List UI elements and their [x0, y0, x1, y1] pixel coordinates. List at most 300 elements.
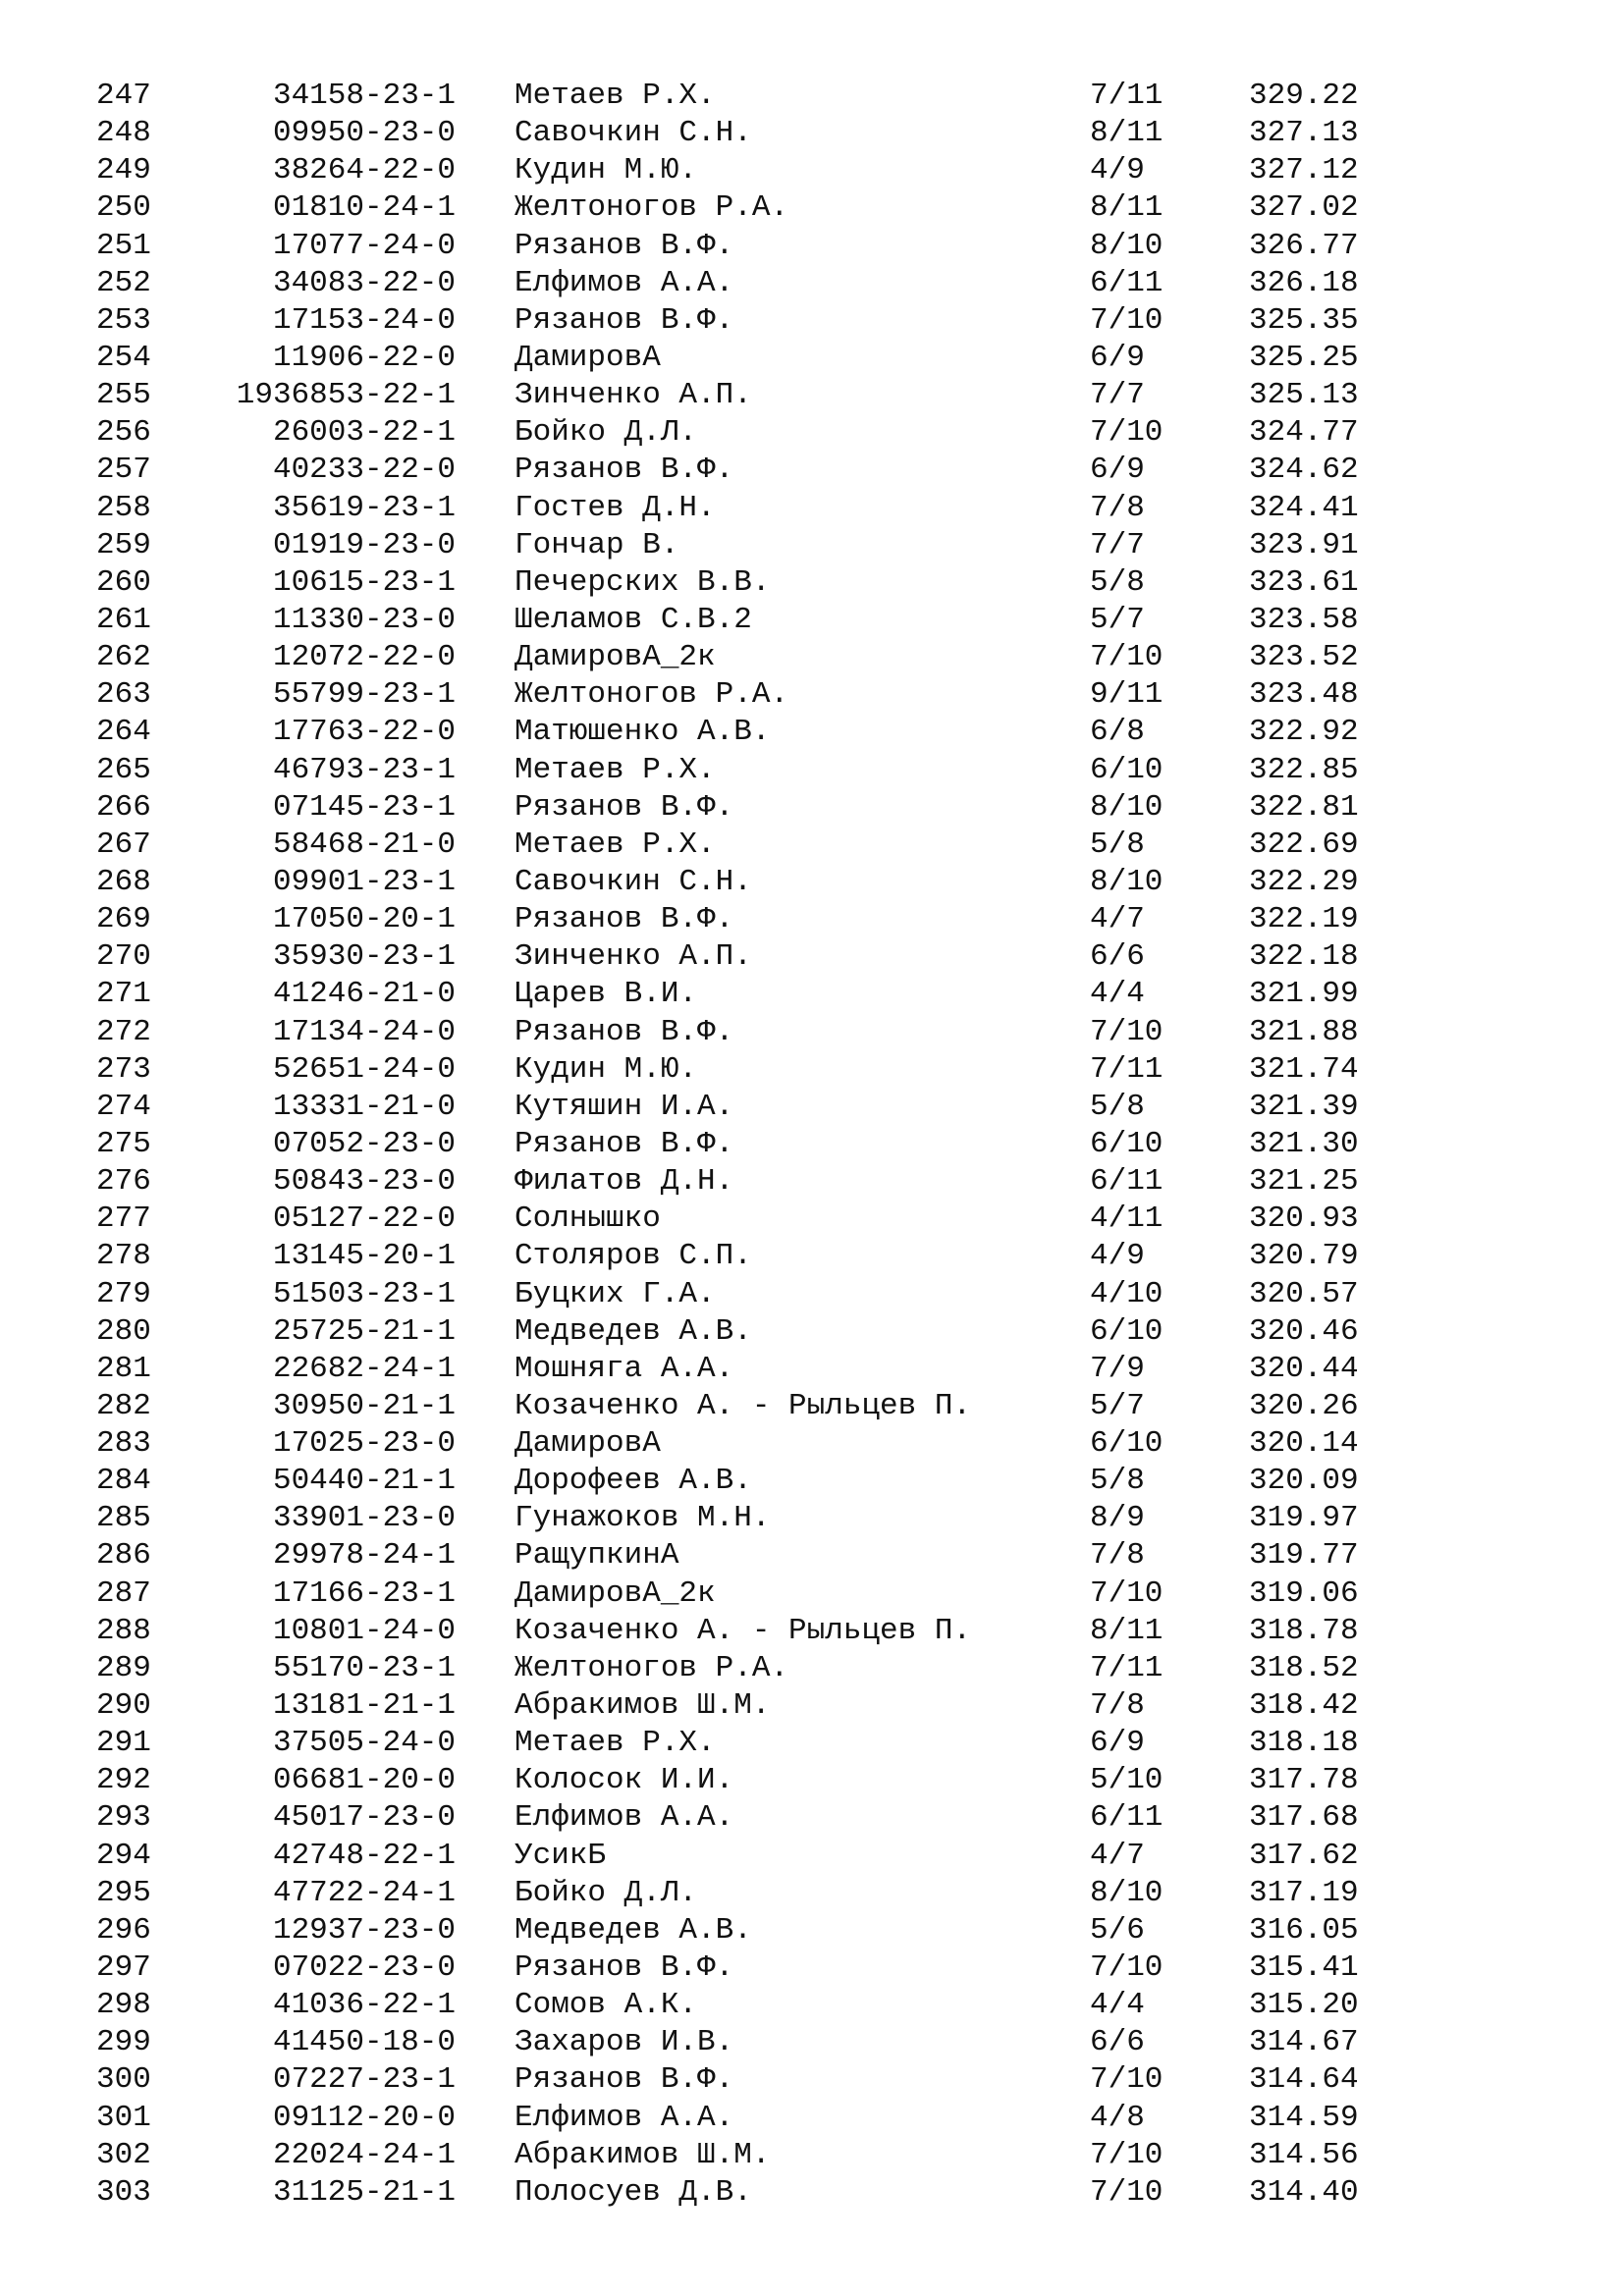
ratio-value: 5/8	[1090, 564, 1145, 600]
list-item	[0, 639, 1624, 676]
list-item	[0, 1949, 1624, 1987]
list-item	[0, 1500, 1624, 1537]
entry-code: 34158-23-1	[272, 79, 456, 113]
ratio-value: 5/8	[1090, 1089, 1145, 1124]
ratio-value: 6/6	[1090, 939, 1145, 975]
owner-name: Колосок И.И.	[514, 1763, 734, 1798]
score-value: 327.02	[1249, 190, 1359, 226]
list-item	[0, 1613, 1624, 1650]
owner-name: Зинченко А.П.	[514, 378, 752, 413]
list-item	[0, 676, 1624, 714]
ratio-value: 8/10	[1090, 228, 1164, 263]
entry-code: 29978-24-1	[272, 1538, 456, 1574]
entry-code: 13331-21-0	[272, 1089, 456, 1124]
score-value: 320.79	[1249, 1239, 1359, 1274]
score-value: 326.18	[1249, 265, 1359, 300]
rank-number: 273	[96, 1051, 151, 1087]
list-item	[0, 340, 1624, 377]
entry-code: 13145-20-1	[272, 1239, 456, 1274]
score-value: 324.41	[1249, 490, 1359, 525]
score-value: 327.13	[1249, 116, 1359, 151]
rank-number: 248	[96, 116, 151, 151]
owner-name: Кутяшин И.А.	[514, 1089, 734, 1124]
ratio-value: 6/9	[1090, 340, 1145, 375]
entry-code: 17077-24-0	[272, 228, 456, 263]
score-value: 322.85	[1249, 752, 1359, 787]
list-item	[0, 115, 1624, 152]
ratio-value: 7/10	[1090, 302, 1164, 338]
ratio-value: 4/9	[1090, 1239, 1145, 1274]
score-value: 316.05	[1249, 1912, 1359, 1948]
score-value: 319.06	[1249, 1575, 1359, 1611]
entry-code: 41036-22-1	[272, 1988, 456, 2023]
owner-name: Захаров И.В.	[514, 2025, 734, 2060]
list-item	[0, 2137, 1624, 2174]
entry-code: 35619-23-1	[272, 490, 456, 525]
ratio-value: 7/11	[1090, 79, 1164, 113]
list-item	[0, 302, 1624, 340]
list-item	[0, 1687, 1624, 1725]
ratio-value: 6/10	[1090, 1126, 1164, 1161]
entry-code: 37505-24-0	[272, 1726, 456, 1761]
score-value: 324.62	[1249, 453, 1359, 488]
score-value: 326.77	[1249, 228, 1359, 263]
score-value: 318.78	[1249, 1613, 1359, 1648]
list-item	[0, 527, 1624, 564]
score-value: 323.91	[1249, 527, 1359, 562]
ratio-value: 4/7	[1090, 902, 1145, 937]
list-item	[0, 1238, 1624, 1275]
list-item	[0, 1089, 1624, 1126]
ratio-value: 6/8	[1090, 715, 1145, 750]
list-item	[0, 564, 1624, 602]
list-item	[0, 1163, 1624, 1201]
rank-number: 277	[96, 1201, 151, 1237]
owner-name: Метаев Р.Х.	[514, 1726, 716, 1761]
score-value: 321.99	[1249, 977, 1359, 1012]
score-value: 322.69	[1249, 827, 1359, 862]
rank-number: 269	[96, 902, 151, 937]
owner-name: Рязанов В.Ф.	[514, 302, 734, 338]
rank-number: 254	[96, 340, 151, 375]
rank-number: 285	[96, 1501, 151, 1536]
rank-number: 291	[96, 1726, 151, 1761]
ratio-value: 7/8	[1090, 1688, 1145, 1724]
rank-number: 293	[96, 1800, 151, 1836]
rank-number: 264	[96, 715, 151, 750]
ratio-value: 7/7	[1090, 527, 1145, 562]
owner-name: Бойко Д.Л.	[514, 1875, 698, 1910]
list-item	[0, 2100, 1624, 2137]
owner-name: Гончар В.	[514, 527, 679, 562]
owner-name: Столяров С.П.	[514, 1239, 752, 1274]
entry-code: 38264-22-0	[272, 153, 456, 188]
entry-code: 30950-21-1	[272, 1388, 456, 1423]
entry-code: 35930-23-1	[272, 939, 456, 975]
list-item	[0, 827, 1624, 864]
ratio-value: 8/11	[1090, 190, 1164, 226]
list-item	[0, 228, 1624, 265]
list-item	[0, 452, 1624, 489]
owner-name: Козаченко А. - Рыльцев П.	[514, 1388, 972, 1423]
ratio-value: 7/11	[1090, 1650, 1164, 1685]
score-value: 320.14	[1249, 1426, 1359, 1462]
entry-code: 45017-23-0	[272, 1800, 456, 1836]
owner-name: Дорофеев А.В.	[514, 1464, 752, 1499]
rank-number: 283	[96, 1426, 151, 1462]
owner-name: Рязанов В.Ф.	[514, 902, 734, 937]
score-value: 323.52	[1249, 640, 1359, 675]
owner-name: ДамировА_2к	[514, 1575, 716, 1611]
score-value: 320.93	[1249, 1201, 1359, 1237]
ratio-value: 4/4	[1090, 977, 1145, 1012]
entry-code: 17153-24-0	[272, 302, 456, 338]
owner-name: Рязанов В.Ф.	[514, 1014, 734, 1049]
entry-code: 17050-20-1	[272, 902, 456, 937]
entry-code: 17134-24-0	[272, 1014, 456, 1049]
list-item	[0, 2174, 1624, 2212]
rank-number: 268	[96, 864, 151, 899]
score-value: 325.35	[1249, 302, 1359, 338]
entry-code: 52651-24-0	[272, 1051, 456, 1087]
entry-code: 05127-22-0	[272, 1201, 456, 1237]
rank-number: 281	[96, 1351, 151, 1386]
list-item	[0, 414, 1624, 452]
score-value: 320.57	[1249, 1276, 1359, 1311]
list-item	[0, 752, 1624, 789]
score-value: 322.92	[1249, 715, 1359, 750]
entry-code: 07022-23-0	[272, 1950, 456, 1986]
rank-number: 249	[96, 153, 151, 188]
score-value: 321.39	[1249, 1089, 1359, 1124]
owner-name: Буцких Г.А.	[514, 1276, 716, 1311]
owner-name: Рязанов В.Ф.	[514, 1950, 734, 1986]
ratio-value: 7/10	[1090, 1950, 1164, 1986]
score-value: 314.56	[1249, 2137, 1359, 2172]
entry-code: 40233-22-0	[272, 453, 456, 488]
ratio-value: 5/6	[1090, 1912, 1145, 1948]
owner-name: Зинченко А.П.	[514, 939, 752, 975]
owner-name: ДамировА	[514, 340, 661, 375]
rank-number: 259	[96, 527, 151, 562]
list-item	[0, 1051, 1624, 1089]
entry-code: 41246-21-0	[272, 977, 456, 1012]
list-item	[0, 602, 1624, 639]
ratio-value: 5/8	[1090, 827, 1145, 862]
owner-name: Метаев Р.Х.	[514, 79, 716, 113]
score-value: 322.18	[1249, 939, 1359, 975]
list-item	[0, 1725, 1624, 1762]
entry-code: 47722-24-1	[272, 1875, 456, 1910]
ratio-value: 7/10	[1090, 415, 1164, 451]
rank-number: 297	[96, 1950, 151, 1986]
list-item	[0, 490, 1624, 527]
entry-code: 12072-22-0	[272, 640, 456, 675]
list-item	[0, 938, 1624, 976]
owner-name: Рязанов В.Ф.	[514, 228, 734, 263]
entry-code: 11906-22-0	[272, 340, 456, 375]
list-item	[0, 1388, 1624, 1425]
list-item	[0, 1126, 1624, 1163]
rank-number: 257	[96, 453, 151, 488]
ratio-value: 8/11	[1090, 1613, 1164, 1648]
ratio-value: 6/6	[1090, 2025, 1145, 2060]
entry-code: 11330-23-0	[272, 602, 456, 637]
score-value: 321.88	[1249, 1014, 1359, 1049]
rank-number: 284	[96, 1464, 151, 1499]
entry-code: 13181-21-1	[272, 1688, 456, 1724]
rank-number: 295	[96, 1875, 151, 1910]
list-item	[0, 1537, 1624, 1575]
rank-number: 275	[96, 1126, 151, 1161]
entry-code: 17763-22-0	[272, 715, 456, 750]
score-value: 317.68	[1249, 1800, 1359, 1836]
list-item	[0, 1575, 1624, 1613]
rank-number: 301	[96, 2100, 151, 2135]
ratio-value: 7/7	[1090, 378, 1145, 413]
rank-number: 261	[96, 602, 151, 637]
rank-number: 292	[96, 1763, 151, 1798]
rank-number: 251	[96, 228, 151, 263]
list-item	[0, 1650, 1624, 1687]
owner-name: Гунажоков М.Н.	[514, 1501, 771, 1536]
rank-number: 298	[96, 1988, 151, 2023]
rank-number: 270	[96, 939, 151, 975]
score-value: 314.64	[1249, 2062, 1359, 2098]
entry-code: 55799-23-1	[272, 677, 456, 713]
owner-name: Желтоногов Р.А.	[514, 190, 789, 226]
rank-number: 265	[96, 752, 151, 787]
list-item	[0, 1838, 1624, 1875]
owner-name: Елфимов А.А.	[514, 2100, 734, 2135]
rank-number: 300	[96, 2062, 151, 2098]
rank-number: 267	[96, 827, 151, 862]
score-value: 324.77	[1249, 415, 1359, 451]
list-item	[0, 2061, 1624, 2099]
rank-number: 253	[96, 302, 151, 338]
ratio-value: 8/10	[1090, 1875, 1164, 1910]
list-item	[0, 1276, 1624, 1313]
ratio-value: 4/11	[1090, 1201, 1164, 1237]
ratio-value: 8/11	[1090, 116, 1164, 151]
list-item	[0, 1875, 1624, 1912]
entry-code: 46793-23-1	[272, 752, 456, 787]
owner-name: Матюшенко А.В.	[514, 715, 771, 750]
score-value: 319.97	[1249, 1501, 1359, 1536]
rank-number: 286	[96, 1538, 151, 1574]
owner-name: РащупкинА	[514, 1538, 679, 1574]
list-item	[0, 1201, 1624, 1238]
score-value: 317.78	[1249, 1763, 1359, 1798]
ratio-value: 6/9	[1090, 1726, 1145, 1761]
rank-number: 296	[96, 1912, 151, 1948]
rank-number: 289	[96, 1650, 151, 1685]
rank-number: 271	[96, 977, 151, 1012]
entry-code: 09901-23-1	[272, 864, 456, 899]
list-item	[0, 1425, 1624, 1463]
ratio-value: 6/11	[1090, 265, 1164, 300]
owner-name: Кудин М.Ю.	[514, 153, 698, 188]
list-item	[0, 864, 1624, 901]
owner-name: Елфимов А.А.	[514, 1800, 734, 1836]
score-value: 315.41	[1249, 1950, 1359, 1986]
ratio-value: 5/7	[1090, 1388, 1145, 1423]
ratio-value: 6/9	[1090, 453, 1145, 488]
rank-number: 255	[96, 378, 151, 413]
entry-code: 01810-24-1	[272, 190, 456, 226]
rank-number: 278	[96, 1239, 151, 1274]
owner-name: Солнышко	[514, 1201, 661, 1237]
rank-number: 256	[96, 415, 151, 451]
rank-number: 276	[96, 1164, 151, 1200]
rank-number: 282	[96, 1388, 151, 1423]
entry-code: 17025-23-0	[272, 1426, 456, 1462]
score-value: 318.42	[1249, 1688, 1359, 1724]
score-value: 318.52	[1249, 1650, 1359, 1685]
ratio-value: 4/10	[1090, 1276, 1164, 1311]
entry-code: 07227-23-1	[272, 2062, 456, 2098]
list-item	[0, 1912, 1624, 1949]
list-item	[0, 1463, 1624, 1500]
ratio-value: 6/10	[1090, 1426, 1164, 1462]
rank-number: 266	[96, 789, 151, 825]
score-value: 320.09	[1249, 1464, 1359, 1499]
owner-name: Полосуев Д.В.	[514, 2174, 752, 2210]
owner-name: Елфимов А.А.	[514, 265, 734, 300]
score-value: 325.13	[1249, 378, 1359, 413]
owner-name: Печерских В.В.	[514, 564, 771, 600]
list-item	[0, 377, 1624, 414]
owner-name: ДамировА	[514, 1426, 661, 1462]
entry-code: 55170-23-1	[272, 1650, 456, 1685]
rank-number: 263	[96, 677, 151, 713]
entry-code: 26003-22-1	[272, 415, 456, 451]
ratio-value: 6/10	[1090, 752, 1164, 787]
ratio-value: 7/10	[1090, 2174, 1164, 2210]
rank-number: 290	[96, 1688, 151, 1724]
rank-number: 280	[96, 1313, 151, 1349]
rank-number: 250	[96, 190, 151, 226]
score-value: 317.62	[1249, 1838, 1359, 1873]
rank-number: 288	[96, 1613, 151, 1648]
owner-name: Рязанов В.Ф.	[514, 789, 734, 825]
ratio-value: 7/11	[1090, 1051, 1164, 1087]
list-item	[0, 78, 1624, 115]
list-item	[0, 1313, 1624, 1351]
score-value: 321.74	[1249, 1051, 1359, 1087]
owner-name: Мошняга А.А.	[514, 1351, 734, 1386]
list-item	[0, 2024, 1624, 2061]
entry-code: 51503-23-1	[272, 1276, 456, 1311]
owner-name: ДамировА_2к	[514, 640, 716, 675]
score-value: 323.48	[1249, 677, 1359, 713]
score-value: 320.26	[1249, 1388, 1359, 1423]
entry-code: 1936853-22-1	[236, 378, 456, 413]
list-item	[0, 789, 1624, 827]
ratio-value: 5/8	[1090, 1464, 1145, 1499]
ratio-value: 6/11	[1090, 1800, 1164, 1836]
owner-name: Савочкин С.Н.	[514, 116, 752, 151]
ratio-value: 7/10	[1090, 640, 1164, 675]
ratio-value: 9/11	[1090, 677, 1164, 713]
owner-name: Савочкин С.Н.	[514, 864, 752, 899]
entry-code: 09950-23-0	[272, 116, 456, 151]
list-item	[0, 901, 1624, 938]
owner-name: Желтоногов Р.А.	[514, 677, 789, 713]
list-item	[0, 1014, 1624, 1051]
ratio-value: 8/9	[1090, 1501, 1145, 1536]
entry-code: 07145-23-1	[272, 789, 456, 825]
owner-name: Абракимов Ш.М.	[514, 1688, 771, 1724]
entry-code: 50440-21-1	[272, 1464, 456, 1499]
entry-code: 34083-22-0	[272, 265, 456, 300]
ratio-value: 4/9	[1090, 153, 1145, 188]
list-item	[0, 1799, 1624, 1837]
score-value: 321.30	[1249, 1126, 1359, 1161]
ratio-value: 8/10	[1090, 789, 1164, 825]
owner-name: Филатов Д.Н.	[514, 1164, 734, 1200]
entry-code: 41450-18-0	[272, 2025, 456, 2060]
entry-code: 06681-20-0	[272, 1763, 456, 1798]
list-item	[0, 189, 1624, 227]
rank-number: 287	[96, 1575, 151, 1611]
ratio-value: 6/10	[1090, 1313, 1164, 1349]
rank-number: 252	[96, 265, 151, 300]
score-value: 317.19	[1249, 1875, 1359, 1910]
rank-number: 279	[96, 1276, 151, 1311]
owner-name: Сомов А.К.	[514, 1988, 698, 2023]
owner-name: Бойко Д.Л.	[514, 415, 698, 451]
score-value: 325.25	[1249, 340, 1359, 375]
entry-code: 09112-20-0	[272, 2100, 456, 2135]
score-value: 318.18	[1249, 1726, 1359, 1761]
entry-code: 50843-23-0	[272, 1164, 456, 1200]
owner-name: Рязанов В.Ф.	[514, 1126, 734, 1161]
ratio-value: 7/10	[1090, 2062, 1164, 2098]
score-value: 315.20	[1249, 1988, 1359, 2023]
rank-number: 262	[96, 640, 151, 675]
owner-name: Царев В.И.	[514, 977, 698, 1012]
entry-code: 10801-24-0	[272, 1613, 456, 1648]
entry-code: 12937-23-0	[272, 1912, 456, 1948]
score-value: 314.59	[1249, 2100, 1359, 2135]
ratio-value: 5/7	[1090, 602, 1145, 637]
owner-name: Желтоногов Р.А.	[514, 1650, 789, 1685]
entry-code: 07052-23-0	[272, 1126, 456, 1161]
owner-name: Медведев А.В.	[514, 1313, 752, 1349]
entry-code: 58468-21-0	[272, 827, 456, 862]
ratio-value: 4/7	[1090, 1838, 1145, 1873]
entry-code: 22682-24-1	[272, 1351, 456, 1386]
list-item	[0, 1762, 1624, 1799]
entry-code: 25725-21-1	[272, 1313, 456, 1349]
ratio-value: 7/8	[1090, 1538, 1145, 1574]
score-value: 320.46	[1249, 1313, 1359, 1349]
score-value: 329.22	[1249, 79, 1359, 113]
ratio-value: 8/10	[1090, 864, 1164, 899]
owner-name: Козаченко А. - Рыльцев П.	[514, 1613, 972, 1648]
score-value: 321.25	[1249, 1164, 1359, 1200]
score-value: 323.58	[1249, 602, 1359, 637]
owner-name: Шеламов С.В.2	[514, 602, 752, 637]
ratio-value: 7/9	[1090, 1351, 1145, 1386]
score-value: 320.44	[1249, 1351, 1359, 1386]
ratio-value: 6/11	[1090, 1164, 1164, 1200]
owner-name: Рязанов В.Ф.	[514, 453, 734, 488]
owner-name: Кудин М.Ю.	[514, 1051, 698, 1087]
ratio-value: 4/4	[1090, 1988, 1145, 2023]
rank-number: 299	[96, 2025, 151, 2060]
